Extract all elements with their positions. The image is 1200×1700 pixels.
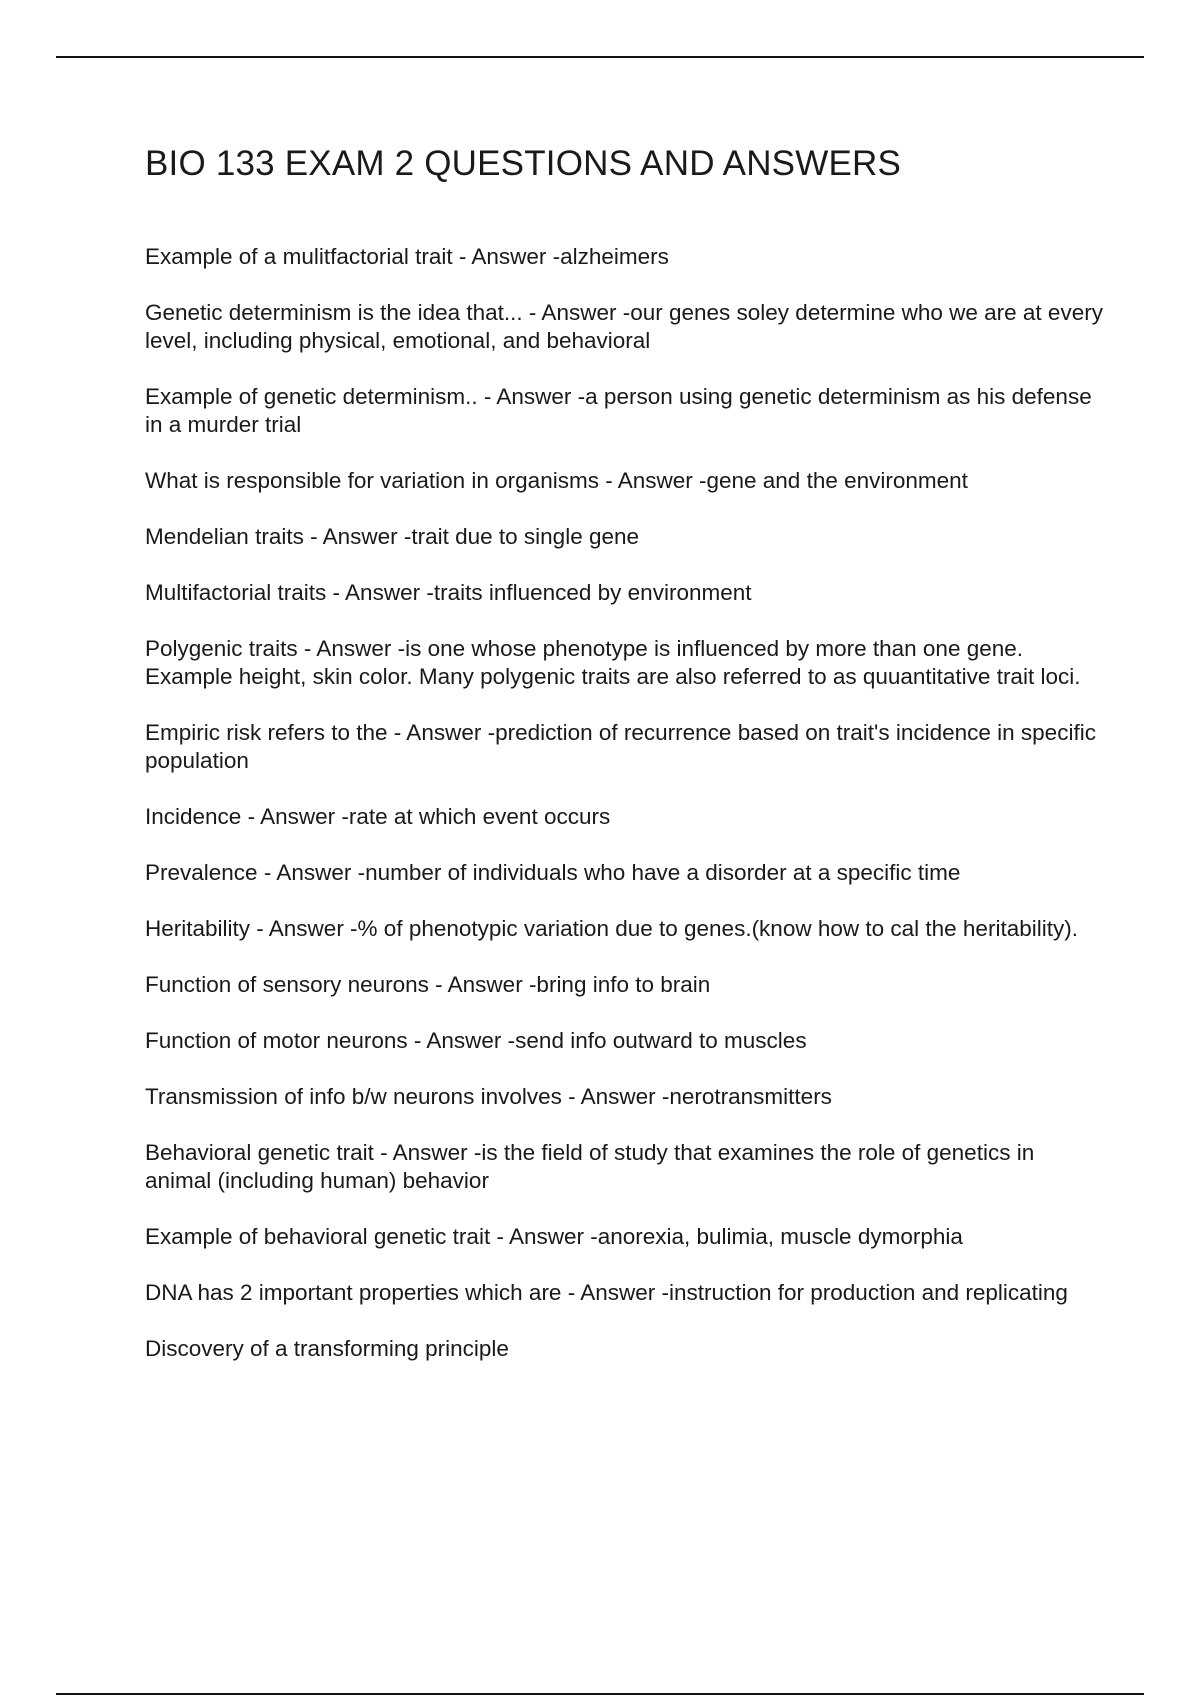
- qa-item: Empiric risk refers to the - Answer -prediction of recurrence based on trait's incidence in specific population: [145, 720, 1096, 773]
- top-rule: [56, 56, 1144, 58]
- qa-item: Function of motor neurons - Answer -send info outward to muscles: [145, 1028, 807, 1053]
- qa-item: What is responsible for variation in organisms - Answer -gene and the environment: [145, 468, 968, 493]
- qa-item: Polygenic traits - Answer -is one whose phenotype is influenced by more than one gene. Example height, skin color. Many polygenic traits are also referred to as quuantitative trait loci.: [145, 636, 1081, 689]
- qa-item: Heritability - Answer -% of phenotypic variation due to genes.(know how to cal the heritability).: [145, 916, 1078, 941]
- qa-item: Incidence - Answer -rate at which event occurs: [145, 804, 611, 829]
- qa-item: Example of genetic determinism.. - Answer -a person using genetic determinism as his defense in a murder trial: [145, 384, 1092, 437]
- qa-item: Multifactorial traits - Answer -traits influenced by environment: [145, 580, 752, 605]
- qa-item: Transmission of info b/w neurons involves - Answer -nerotransmitters: [145, 1084, 832, 1109]
- qa-item: DNA has 2 important properties which are - Answer -instruction for production and replicating: [145, 1280, 1068, 1305]
- document-title: BIO 133 EXAM 2 QUESTIONS AND ANSWERS: [145, 144, 902, 183]
- document-body: [145, 140, 1105, 1391]
- qa-list: [145, 243, 1105, 1363]
- qa-item: Behavioral genetic trait - Answer -is the field of study that examines the role of genetics in animal (including human) behavior: [145, 1140, 1035, 1193]
- qa-item: Example of a mulitfactorial trait - Answer -alzheimers: [145, 244, 669, 269]
- qa-item: Genetic determinism is the idea that... - Answer -our genes soley determine who we are at every level, including physical, emotional, and behavioral: [145, 300, 1103, 353]
- bottom-rule: [56, 1693, 1144, 1695]
- qa-item: Mendelian traits - Answer -trait due to single gene: [145, 524, 640, 549]
- qa-item: Prevalence - Answer -number of individuals who have a disorder at a specific time: [145, 860, 961, 885]
- qa-item: Example of behavioral genetic trait - Answer -anorexia, bulimia, muscle dymorphia: [145, 1224, 963, 1249]
- qa-item: Discovery of a transforming principle: [145, 1336, 509, 1361]
- qa-item: Function of sensory neurons - Answer -bring info to brain: [145, 972, 711, 997]
